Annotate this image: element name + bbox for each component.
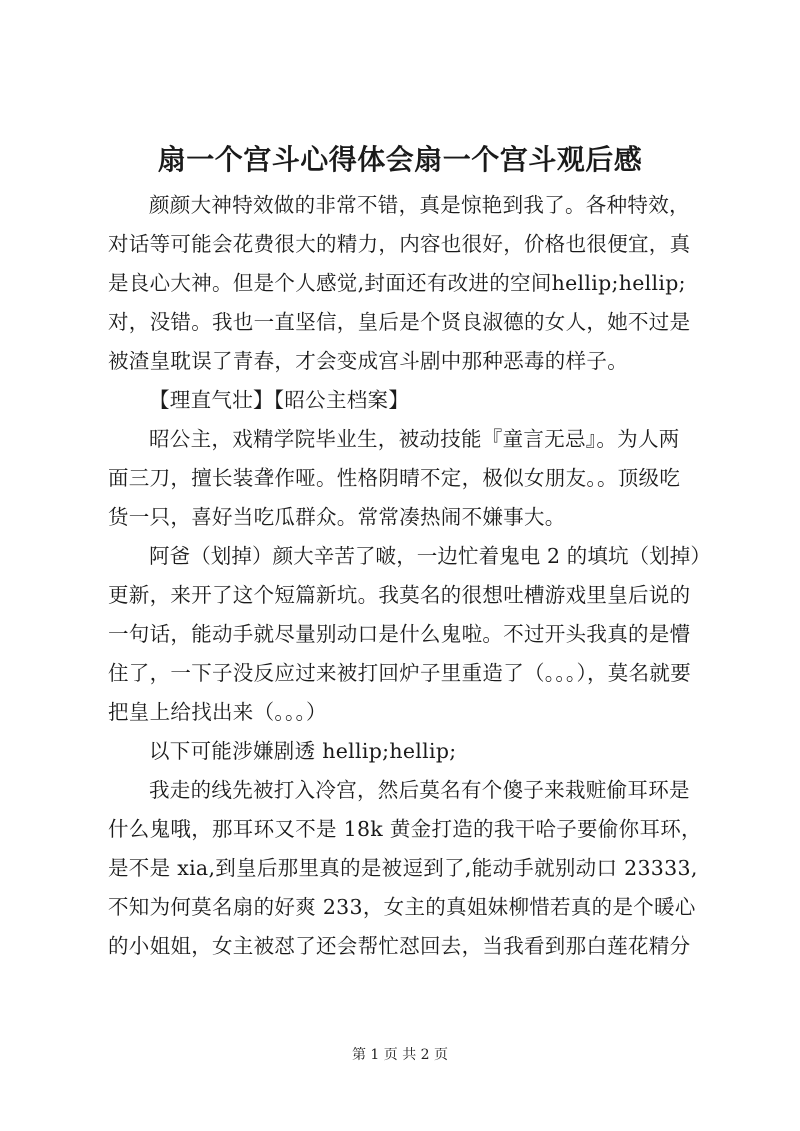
body-text-line: 面三刀，擅长装聋作哑。性格阴晴不定，极似女朋友。。顶级吃 [108,466,681,490]
body-text-line: 以下可能涉嫌剧透 hellip;hellip; [149,739,457,763]
body-text-line: 昭公主，戏精学院毕业生，被动技能『童言无忌』。为人两 [149,427,680,451]
body-text-line: 什么鬼哦，那耳环又不是 18k 黄金打造的我干哈子要偷你耳环， [108,817,702,841]
body-text-line: 阿爸（划掉）颜大辛苦了啵，一边忙着鬼电 2 的填坑（划掉） [149,544,711,568]
body-text-line: 更新，来开了这个短篇新坑。我莫名的很想吐槽游戏里皇后说的 [108,583,691,607]
body-text-line: 住了，一下子没反应过来被打回炉子里重造了（。。。），莫名就要 [108,661,691,685]
document-body [108,186,712,966]
body-text-line: 对话等可能会花费很大的精力，内容也很好，价格也很便宜，真 [108,232,691,256]
body-text-line: 【理直气壮】【昭公主档案】 [149,388,410,412]
body-text-line: 把皇上给找出来（。。。） [108,700,327,724]
body-text-line: 货一只，喜好当吃瓜群众。常常凑热闹不嫌事大。 [108,505,566,529]
page-footer: 第 1 页 共 2 页 [351,1047,449,1063]
body-text-line: 颜颜大神特效做的非常不错，真是惊艳到我了。各种特效， [149,193,690,217]
body-text-line: 我走的线先被打入冷宫，然后莫名有个傻子来栽赃偷耳环是 [149,778,690,802]
page-title: 扇一个宫斗心得体会扇一个宫斗观后感 [157,143,643,176]
body-text-line: 不知为何莫名扇的好爽 233，女主的真姐妹柳惜若真的是个暖心 [108,895,696,919]
body-text-line: 的小姐姐，女主被怼了还会帮忙怼回去，当我看到那白莲花精分 [108,934,691,958]
body-text-line: 是不是 xia,到皇后那里真的是被逗到了,能动手就别动口 23333, [108,856,698,880]
body-text-line: 一句话，能动手就尽量别动口是什么鬼啦。不过开头我真的是懵 [108,622,691,646]
body-text-line: 对，没错。我也一直坚信，皇后是个贤良淑德的女人，她不过是 [108,310,691,334]
body-text-line: 被渣皇耽误了青春，才会变成宫斗剧中那种恶毒的样子。 [108,349,628,373]
body-text-line: 是良心大神。但是个人感觉,封面还有改进的空间hellip;hellip; [108,271,686,295]
